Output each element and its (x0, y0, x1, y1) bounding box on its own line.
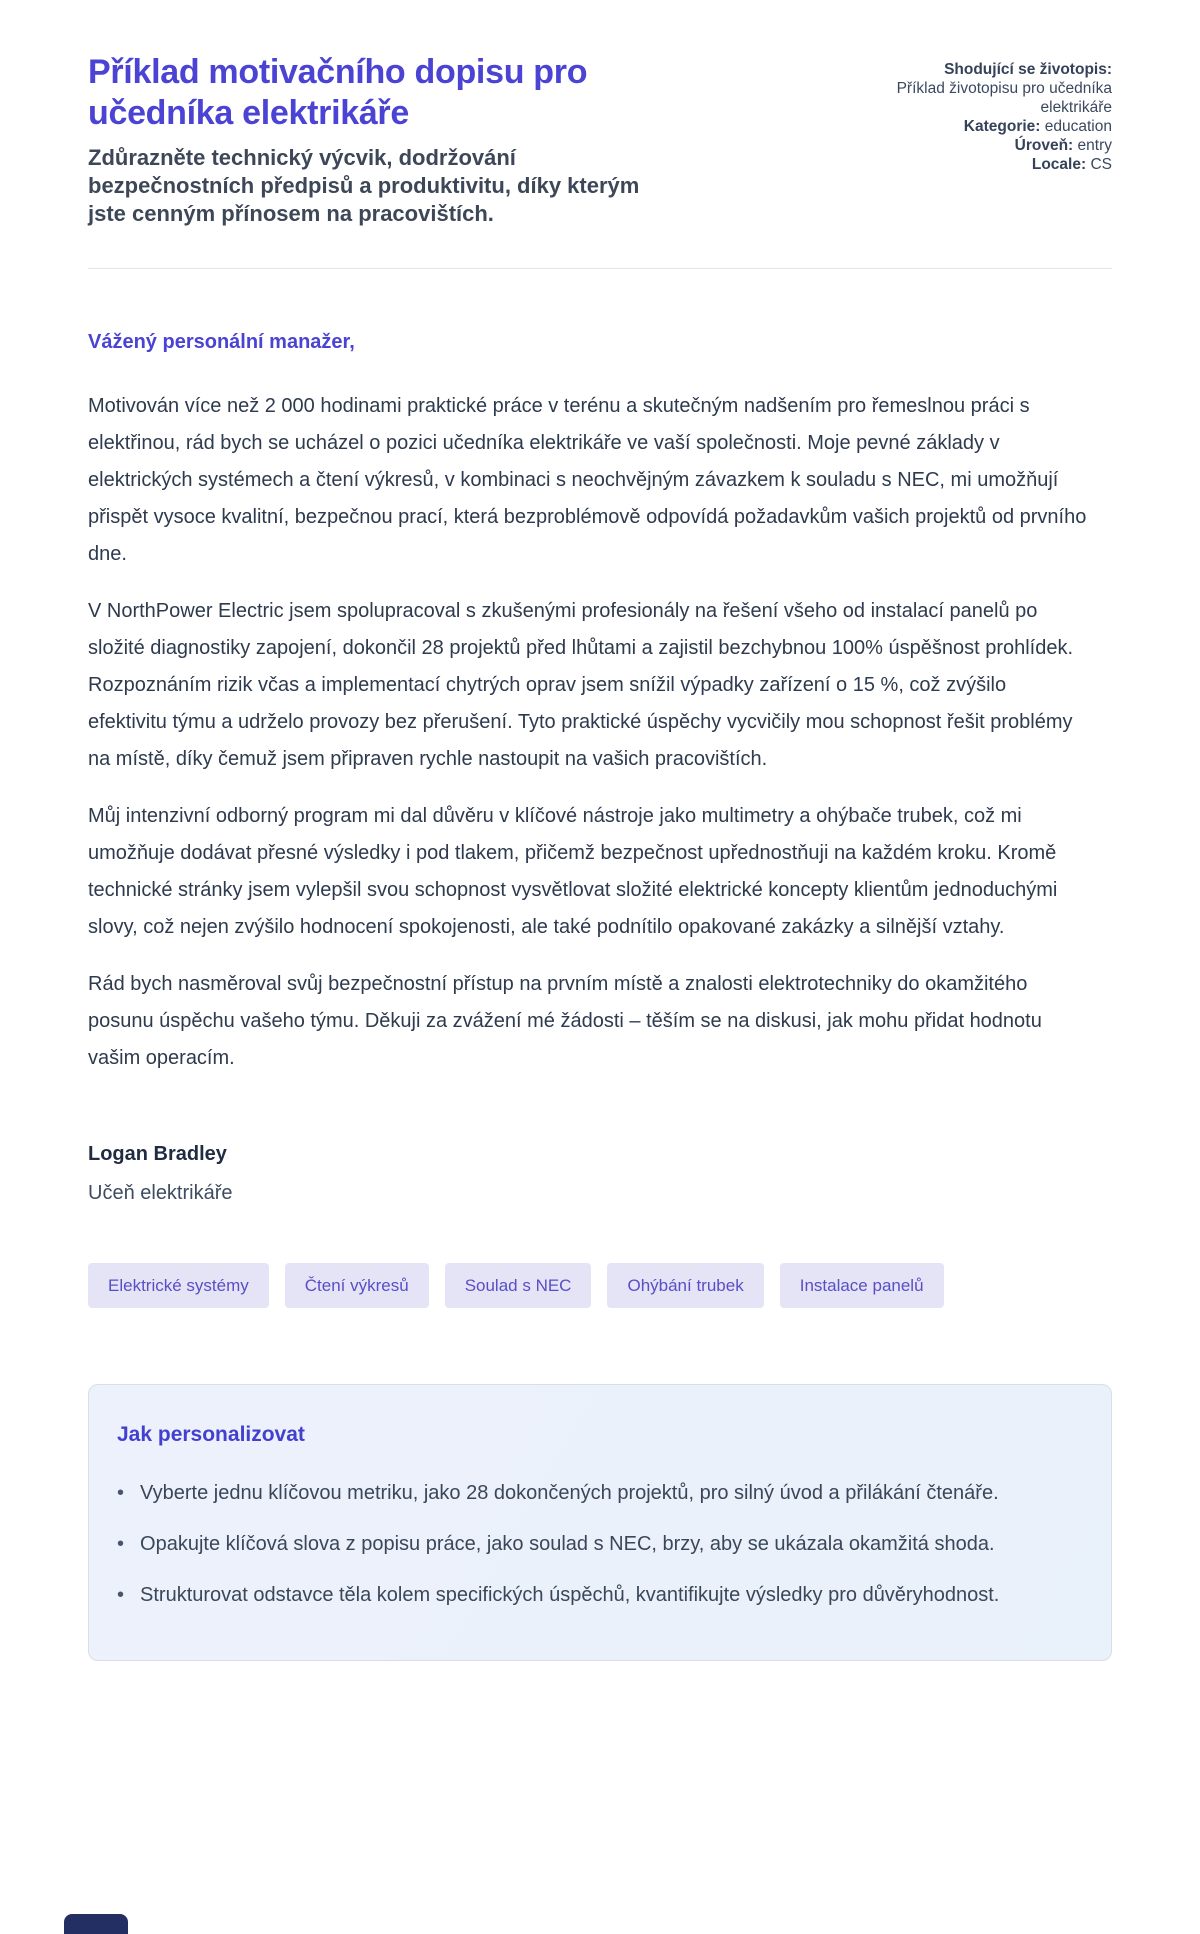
category-line (782, 117, 1112, 136)
matching-resume-link[interactable]: Příklad životopisu pro učedníka elektrikáře (896, 80, 1112, 116)
category-label: Kategorie: (963, 118, 1041, 135)
personalize-heading: Jak personalizovat (117, 1423, 305, 1446)
category-value: education (1044, 118, 1112, 135)
matching-resume-label: Shodující se životopis: (944, 61, 1112, 78)
level-line (782, 136, 1112, 155)
skill-tag-panel-installation[interactable]: Instalace panelů (780, 1263, 944, 1308)
personalize-tip-1 (117, 1475, 1057, 1512)
page-subtitle: Zdůrazněte technický výcvik, dodržování bezpečnostních předpisů a produktivitu, díky kterým jste cenným přínosem na pracovištích. (88, 145, 640, 226)
personalize-tip-1-text: Vyberte jednu klíčovou metriku, jako 28 dokončených projektů, pro silný úvod a přilákání čtenáře. (140, 1482, 999, 1504)
letter-greeting: Vážený personální manažer, (88, 331, 355, 353)
skill-tags-row (88, 1263, 1112, 1308)
bullet-icon: • (117, 1584, 125, 1606)
next-section-partial-button[interactable] (64, 1914, 128, 1934)
locale-label: Locale: (1031, 156, 1087, 173)
locale-line (782, 155, 1112, 174)
personalize-tip-3-text: Strukturovat odstavce těla kolem specifických úspěchů, kvantifikujte výsledky pro důvěryhodnost. (140, 1584, 1000, 1606)
locale-value: CS (1090, 156, 1112, 173)
skill-tag-electrical-systems[interactable]: Elektrické systémy (88, 1263, 269, 1308)
resume-meta-block (782, 52, 1112, 174)
skill-tag-conduit-bending[interactable]: Ohýbání trubek (607, 1263, 763, 1308)
bullet-icon: • (117, 1533, 125, 1555)
header-title-block (88, 52, 708, 228)
signature-name: Logan Bradley (88, 1143, 227, 1165)
personalize-tips-list (117, 1475, 1083, 1614)
bullet-icon: • (117, 1482, 125, 1504)
signature-role: Učeň elektrikáře (88, 1182, 233, 1204)
level-value: entry (1077, 137, 1112, 154)
skill-tag-nec-compliance[interactable]: Soulad s NEC (445, 1263, 592, 1308)
page-title: Příklad motivačního dopisu pro učedníka elektrikáře (88, 53, 588, 132)
letter-paragraph-3: Můj intenzivní odborný program mi dal důvěru v klíčové nástroje jako multimetry a ohýbače trubek, což mi umožňuje dodávat přesné výsledky i pod tlakem, přičemž bezpečnost upřednostňuji na každém kroku. Kromě technické stránky jsem vylepšil svou schopnost vysvětlovat složité elektrické koncepty klientům jednoduchými slovy, což nejen zvýšilo hodnocení spokojenosti, ale také podnítilo opakované zakázky a silnější vztahy. (88, 805, 1058, 938)
letter-paragraph-1: Motivován více než 2 000 hodinami praktické práce v terénu a skutečným nadšením pro řemeslnou práci s elektřinou, rád bych se ucházel o pozici učedníka elektrikáře ve vaší společnosti. Moje pevné základy v elektrických systémech a čtení výkresů, v kombinaci s neochvějným závazkem k souladu s NEC, mi umožňují přispět vysoce kvalitní, bezpečnou prací, která bezproblémově odpovídá požadavkům vašich projektů od prvního dne. (88, 395, 1087, 565)
letter-paragraph-2: V NorthPower Electric jsem spolupracoval s zkušenými profesionály na řešení všeho od instalací panelů po složité diagnostiky zapojení, dokončil 28 projektů před lhůtami a zajistil bezchybnou 100% úspěšnost prohlídek. Rozpoznáním rizik včas a implementací chytrých oprav jsem snížil výpadky zařízení o 15 %, což zvýšilo efektivitu týmu a udrželo provozy bez přerušení. Tyto praktické úspěchy vycvičily mou schopnost řešit problémy na místě, díky čemuž jsem připraven rychle nastoupit na vašich pracovištích. (88, 600, 1074, 770)
header-divider (88, 268, 1112, 269)
personalize-tip-2 (117, 1526, 1057, 1563)
letter-body (88, 331, 1112, 1205)
personalize-tip-2-text: Opakujte klíčová slova z popisu práce, jako soulad s NEC, brzy, aby se ukázala okamžitá shoda. (140, 1533, 995, 1555)
level-label: Úroveň: (1014, 137, 1074, 154)
personalization-tips-box (88, 1384, 1112, 1661)
matching-resume-label-line (782, 60, 1112, 79)
skill-tag-blueprint-reading[interactable]: Čtení výkresů (285, 1263, 429, 1308)
page-header (88, 0, 1112, 228)
letter-paragraph-4: Rád bych nasměroval svůj bezpečnostní přístup na prvním místě a znalosti elektrotechniky do okamžitého posunu úspěchu vašeho týmu. Děkuji za zvážení mé žádosti – těším se na diskusi, jak mohu přidat hodnotu vašim operacím. (88, 973, 1042, 1069)
personalize-tip-3 (117, 1577, 1057, 1614)
